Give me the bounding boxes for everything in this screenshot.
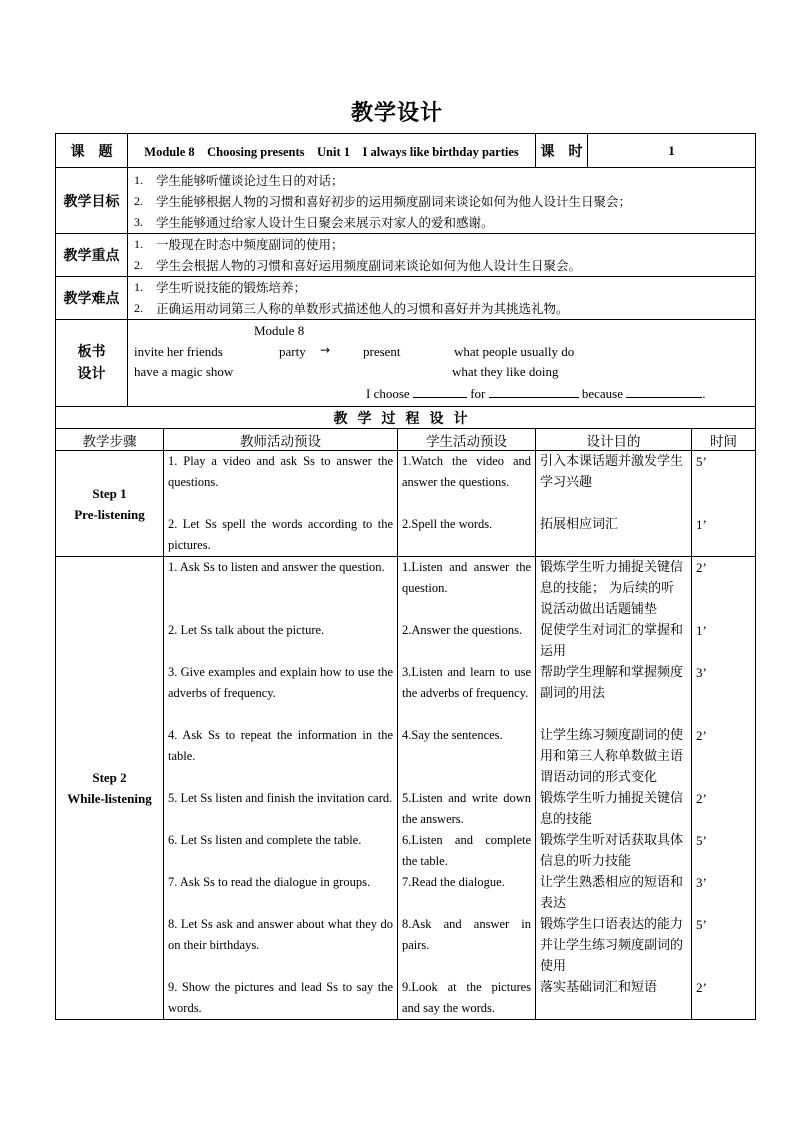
step-1-teacher [164,451,398,557]
time-value: 1’ [696,623,707,638]
board-what-usually: what people usually do [454,344,575,359]
step-1-student [398,451,536,557]
student-activity: 7.Read the dialogue. [402,875,505,889]
student-activity: 2.Answer the questions. [402,623,523,637]
lesson-plan-table [55,133,756,1020]
key-point-item [128,255,755,276]
hours-value: 1 [588,134,756,168]
board-blank-2 [489,385,579,398]
time-value: 2’ [696,728,707,743]
board-module: Module 8 [254,323,305,338]
design-purpose: 拓展相应词汇 [540,517,619,532]
difficulty-item-number: 1. [134,280,143,294]
board-label-line2: 设计 [77,366,106,382]
design-purpose: 帮助学生理解和掌握频度副词的用法 [540,665,684,701]
time-value: 2’ [696,980,707,995]
time-value: 3’ [696,875,707,890]
step-1-purpose [536,451,692,557]
objective-item-number: 1. [134,173,143,187]
time-value: 5’ [696,833,707,848]
design-purpose: 锻炼学生听对话获取具体信息的听力技能 [540,833,684,869]
page-title: 教学设计 [350,101,443,126]
col-student: 学生活动预设 [398,429,536,451]
key-point-item-text: 学生会根据人物的习惯和喜好运用频度副词来谈论如何为他人设计生日聚会。 [156,258,582,273]
design-purpose: 锻炼学生口语表达的能力并让学生练习频度副词的使用 [540,917,684,974]
step-2-time [692,557,756,1020]
design-purpose: 让学生练习频度副词的使用和第三人称单数做主语谓语动词的形式变化 [540,728,684,785]
step-1-label [56,451,164,557]
student-activity: 2.Spell the words. [402,517,493,531]
difficulty-item-text: 学生听说技能的锻炼培养； [156,280,307,295]
teacher-activity: 6. Let Ss listen and complete the table. [168,833,362,847]
design-purpose: 引入本课话题并激发学生学习兴趣 [540,454,684,490]
board-magic: have a magic show [134,364,234,379]
board-what-like: what they like doing [452,364,559,379]
col-teacher: 教师活动预设 [164,429,398,451]
design-purpose: 锻炼学生听力捕捉关键信息的技能 [540,791,684,827]
board-for: for [470,386,486,401]
objectives-label: 教学目标 [56,168,128,234]
teacher-activity: 4. Ask Ss to repeat the information in the table. [168,728,393,763]
col-purpose: 设计目的 [536,429,692,451]
difficulties-label: 教学难点 [56,277,128,320]
objective-item [128,191,755,212]
key-points-label: 教学重点 [56,234,128,277]
teacher-activity: 9. Show the pictures and lead Ss to say the words. [168,980,393,1015]
key-points-list [128,234,756,277]
hours-label: 课 时 [536,134,588,168]
board-sentence [366,385,706,402]
design-purpose: 促使学生对词汇的掌握和运用 [540,623,684,659]
teacher-activity: 7. Ask Ss to read the dialogue in groups. [168,875,371,889]
student-activity: 4.Say the sentences. [402,728,503,742]
col-time: 时间 [692,429,756,451]
objective-item [128,212,755,233]
board-label [56,320,128,407]
objective-item-text: 学生能够听懂谈论过生日的对话； [156,173,344,188]
objectives-list [128,168,756,234]
objective-item [128,170,755,191]
time-value: 5’ [696,917,707,932]
board-invite: invite her friends [134,344,223,359]
step-2-purpose [536,557,692,1020]
step-2-teacher [164,557,398,1020]
objective-item-text: 学生能够根据人物的习惯和喜好初步的运用频度副词来谈论如何为他人设计生日聚会； [156,194,632,209]
teacher-activity: 1. Play a video and ask Ss to answer the questions. [168,454,393,489]
objective-item-number: 2. [134,194,143,208]
teacher-activity: 1. Ask Ss to listen and answer the question. [168,560,385,574]
step-2-line2: While-listening [67,791,152,806]
board-arrow: → [320,343,331,357]
board-party: party [279,344,306,359]
design-purpose: 锻炼学生听力捕捉关键信息的技能； 为后续的听说活动做出话题铺垫 [540,560,684,617]
board-i-choose: I choose [366,386,410,401]
key-point-item [128,234,755,255]
step-2-label [56,557,164,1020]
difficulties-list [128,277,756,320]
key-point-item-text: 一般现在时态中频度副词的使用； [156,237,344,252]
time-value: 2’ [696,791,707,806]
board-blank-3 [626,385,702,398]
student-activity: 5.Listen and write down the answers. [402,791,532,826]
key-point-item-number: 1. [134,237,143,251]
student-activity: 6.Listen and complete the table. [402,833,532,868]
time-value: 3’ [696,665,707,680]
student-activity: 8.Ask and answer in pairs. [402,917,532,952]
time-value: 1’ [696,517,707,532]
board-label-line1: 板书 [77,344,106,360]
student-activity: 3.Listen and learn to use the adverbs of frequency. [402,665,532,700]
teacher-activity: 2. Let Ss talk about the picture. [168,623,325,637]
time-value: 5’ [696,454,707,469]
student-activity: 9.Look at the pictures and say the words. [402,980,532,1015]
board-because: because [581,386,623,401]
design-purpose: 落实基础词汇和短语 [540,980,658,995]
col-step: 教学步骤 [56,429,164,451]
difficulty-item-text: 正确运用动词第三人称的单数形式描述他人的习惯和喜好并为其挑选礼物。 [156,301,569,316]
board-present: present [363,344,401,359]
student-activity: 1.Listen and answer the question. [402,560,532,595]
student-activity: 1.Watch the video and answer the questions. [402,454,532,489]
step-1-line1: Step 1 [92,485,127,501]
step-1-time [692,451,756,557]
step-2-line1: Step 2 [92,770,127,785]
difficulty-item [128,298,755,319]
board-period: . [702,386,706,401]
difficulty-item [128,277,755,298]
step-1-line2: Pre-listening [74,506,145,522]
difficulty-item-number: 2. [134,301,143,315]
objective-item-text: 学生能够通过给家人设计生日聚会来展示对家人的爱和感谢。 [156,215,494,230]
teacher-activity: 5. Let Ss listen and finish the invitation card. [168,791,393,805]
topic-label: 课 题 [56,134,128,168]
time-value: 2’ [696,560,707,575]
teacher-activity: 8. Let Ss ask and answer about what they do on their birthdays. [168,917,393,952]
process-title: 教学过程设计 [56,407,756,429]
teacher-activity: 3. Give examples and explain how to use the adverbs of frequency. [168,665,393,700]
objective-item-number: 3. [134,215,143,229]
teacher-activity: 2. Let Ss spell the words according to the pictures. [168,517,393,552]
key-point-item-number: 2. [134,258,143,272]
design-purpose: 让学生熟悉相应的短语和表达 [540,875,684,911]
topic-value: Module 8 Choosing presents Unit 1 I always like birthday parties [128,134,536,168]
board-blank-1 [413,385,467,398]
step-2-student [398,557,536,1020]
board-design [128,320,756,407]
